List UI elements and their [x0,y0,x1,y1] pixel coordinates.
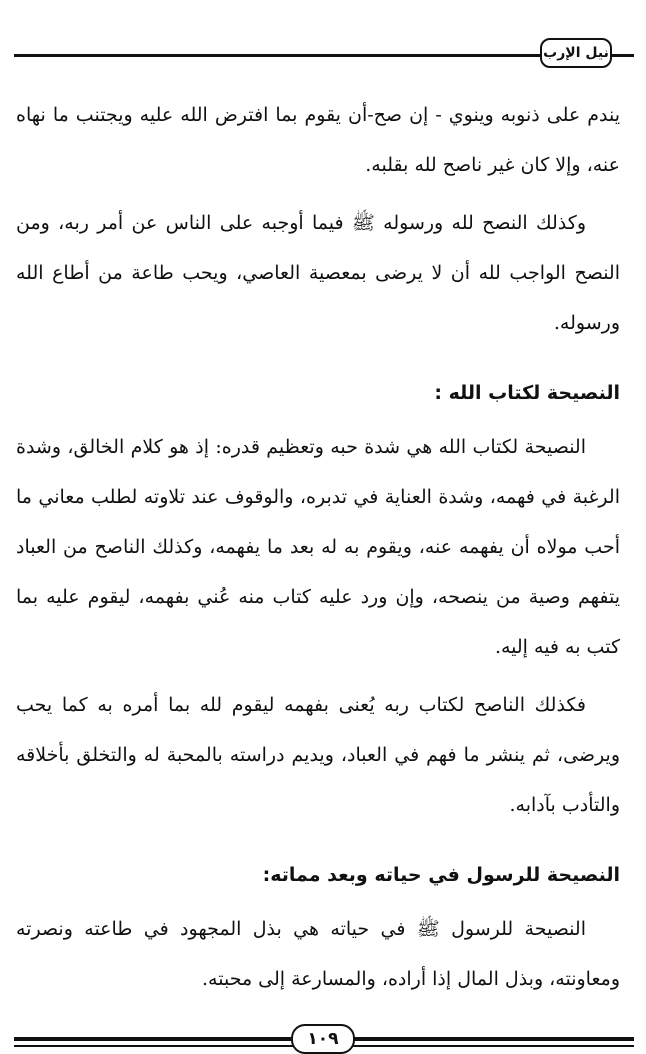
running-header-title: نيل الإرب [543,45,609,61]
header-rule-end [612,54,634,57]
page-body [16,90,620,1004]
section-heading: النصيحة لكتاب الله : [434,382,620,404]
page-number: ١٠٩ [307,1028,339,1049]
paragraph: النصيحة للرسول ﷺ في حياته هي بذل المجهود في طاعته ونصرته ومعاونته، وبذل المال إذا أراده، والمسارعة إلى محبته. [16,918,620,990]
paragraph: فكذلك الناصح لكتاب ربه يُعنى بفهمه ليقوم لله بما أمره به كما يحب ويرضى، ثم ينشر ما فهم في العباد، ويديم دراسته بالمحبة له والتخلق بأخلاقه والتأدب بآدابه. [16,694,620,816]
section-heading: النصيحة للرسول في حياته وبعد مماته: [262,864,620,886]
paragraph: وكذلك النصح لله ورسوله ﷺ فيما أوجبه على الناس عن أمر ربه، ومن النصح الواجب لله أن لا يرضى بمعصية العاصي، ويحب طاعة من أطاع الله ورسوله. [16,212,620,334]
paragraph-continuation: يندم على ذنوبه وينوي - إن صح-أن يقوم بما افترض الله عليه ويجتنب ما نهاه عنه، وإلا كان غير ناصح لله بقلبه. [16,104,620,176]
running-header-frame [540,38,612,68]
paragraph: النصيحة لكتاب الله هي شدة حبه وتعظيم قدره: إذ هو كلام الخالق، وشدة الرغبة في فهمه، وشدة العناية في تدبره، والوقوف عند تلاوته لطلب معاني ما أحب مولاه أن يفهمه عنه، ويقوم به له بعد ما يفهمه، وكذلك الناصح من العباد يتفهم وصية من ينصحه، وإن ورد عليه كتاب منه عُني بفهمه، ليقوم عليه بما كتب به فيه إليه. [16,436,620,658]
page-number-frame [291,1024,355,1054]
header-rule [14,54,540,57]
